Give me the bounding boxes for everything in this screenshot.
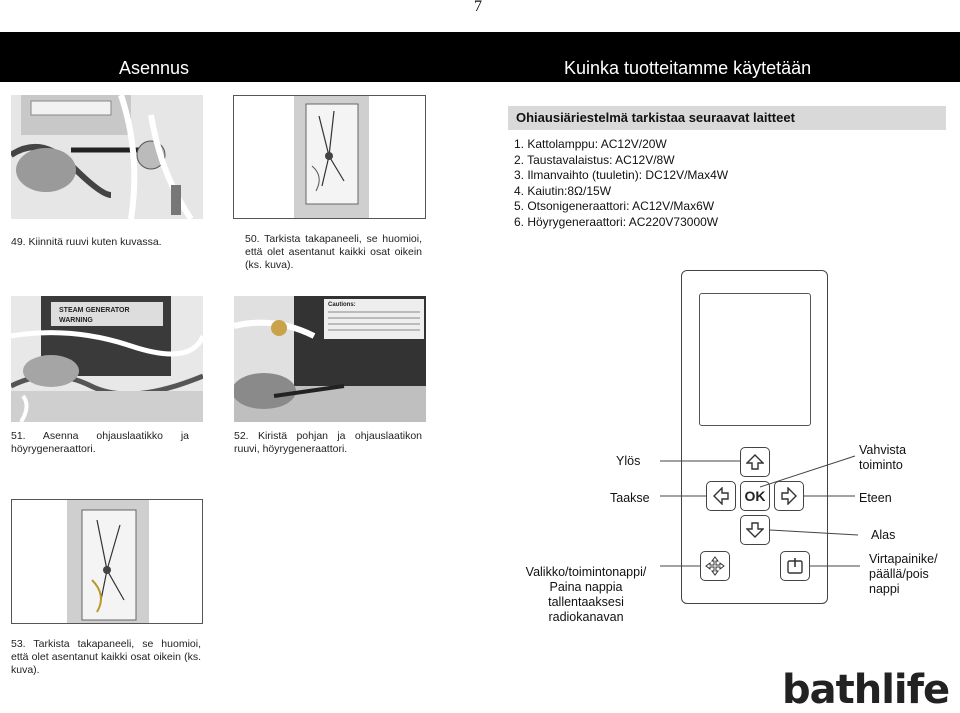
control-system-title: Ohiausiäriestelmä tarkistaa seuraavat laitteet: [508, 106, 946, 130]
label-up: Ylös: [616, 454, 641, 468]
device-item: 6. Höyrygeneraattori: AC220V73000W: [514, 214, 719, 229]
label-back: Taakse: [610, 491, 650, 505]
label-power: Virtapainike/ päällä/pois nappi: [869, 552, 938, 596]
label-forward: Eteen: [859, 491, 892, 505]
device-item: 1. Kattolamppu: AC12V/20W: [514, 137, 667, 151]
bathlife-logo: bathlife: [782, 667, 950, 713]
device-item: 3. Ilmanvaihto (tuuletin): DC12V/Max4W: [514, 168, 729, 183]
caption-step-50: 50. Tarkista takapaneeli, se huomioi, että olet asentanut kaikki osat oikein (ks. kuva).: [245, 233, 422, 271]
caption-step-52: 52. Kiristä pohjan ja ohjauslaatikon ruuvi, höyrygeneraattori.: [234, 430, 422, 455]
label-menu: Valikko/toimintonappi/ Paina nappia tallentaaksesi radiokanavan: [525, 565, 647, 624]
steam-generator-label: STEAM GENERATOR: [59, 307, 130, 314]
section-title-installation: Asennus: [119, 58, 190, 78]
caption-step-49: 49. Kiinnitä ruuvi kuten kuvassa.: [11, 236, 162, 248]
warning-label: WARNING: [59, 317, 93, 324]
device-item: 2. Taustavalaistus: AC12V/8W: [514, 152, 675, 167]
section-title-usage: Kuinka tuotteitamme käytetään: [564, 58, 812, 78]
label-down: Alas: [871, 528, 896, 542]
warning-title: Cautions:: [328, 302, 356, 308]
ok-label: OK: [744, 488, 766, 504]
device-item: 4. Kaiutin:8Ω/15W: [514, 183, 612, 198]
page-number: 7: [474, 0, 482, 15]
label-confirm: Vahvista toiminto: [859, 443, 907, 472]
caption-step-53: 53. Tarkista takapaneeli, se huomioi, että olet asentanut kaikki osat oikein (ks. kuva).: [11, 638, 201, 676]
caption-step-51: 51. Asenna ohjauslaatikko ja höyrygeneraattori.: [11, 430, 189, 455]
device-item: 5. Otsonigeneraattori: AC12V/Max6W: [514, 199, 715, 214]
